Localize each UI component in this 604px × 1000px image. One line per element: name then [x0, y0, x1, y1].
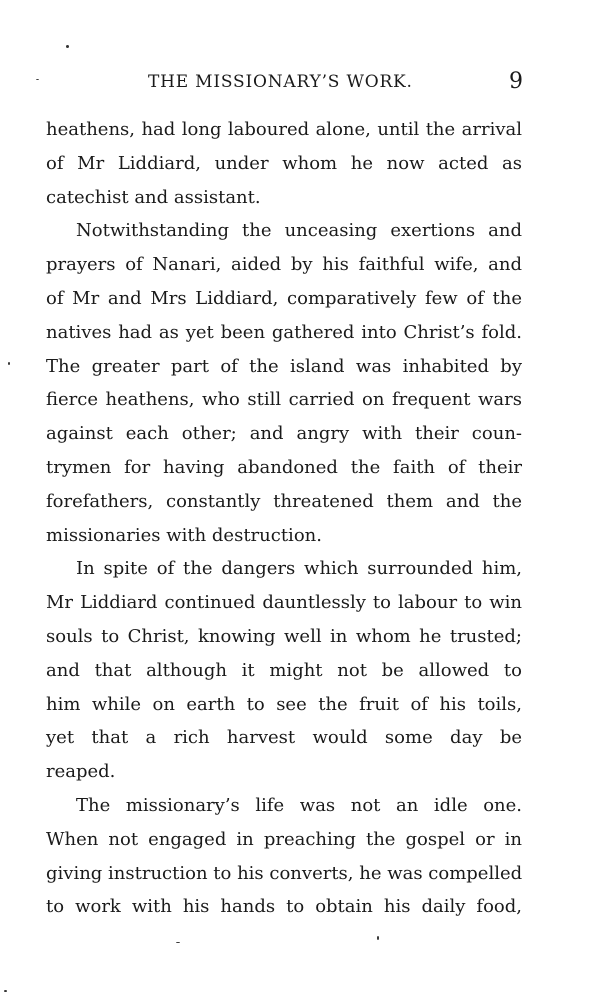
print-speck: [8, 362, 10, 365]
page-number: 9: [509, 69, 523, 94]
text-line: fierce heathens, who still carried on frequent wars: [46, 389, 522, 411]
running-title: THE MISSIONARY’S WORK.: [148, 72, 413, 92]
text-line: of Mr Liddiard, under whom he now acted as: [46, 152, 522, 174]
print-speck: [4, 990, 7, 992]
text-line: catechist and assistant.: [46, 186, 261, 208]
text-line: and that although it might not be allowed to: [46, 659, 522, 681]
text-line: yet that a rich harvest would some day be: [46, 727, 522, 749]
text-line: him while on earth to see the fruit of his toils,: [46, 693, 522, 715]
paragraph: [46, 789, 522, 924]
text-line: forefathers, constantly threatened them and the: [46, 490, 522, 512]
text-line: Notwithstanding the unceasing exertions and: [76, 220, 522, 242]
print-speck: [176, 942, 180, 943]
text-line: In spite of the dangers which surrounded him,: [76, 558, 522, 580]
text-line: missionaries with destruction.: [46, 524, 322, 546]
text-line: against each other; and angry with their coun-: [46, 423, 522, 445]
text-line: natives had as yet been gathered into Christ’s fold.: [46, 321, 522, 343]
text-line: trymen for having abandoned the faith of their: [46, 456, 522, 478]
text-line: When not engaged in preaching the gospel or in: [46, 828, 522, 850]
text-line: souls to Christ, knowing well in whom he trusted;: [46, 625, 522, 647]
text-line: Mr Liddiard continued dauntlessly to labour to win: [46, 592, 522, 614]
text-line: giving instruction to his converts, he was compelled: [46, 862, 523, 884]
text-line: reaped.: [46, 761, 116, 783]
text-line: The missionary’s life was not an idle one.: [76, 794, 522, 816]
running-header: [0, 69, 604, 102]
text-line: prayers of Nanari, aided by his faithful wife, and: [46, 254, 522, 276]
text-line: The greater part of the island was inhabited by: [46, 355, 522, 377]
paragraph: [46, 214, 522, 552]
text-line: to work with his hands to obtain his daily food,: [46, 896, 522, 918]
body-text: [46, 113, 522, 924]
text-line: heathens, had long laboured alone, until the arrival: [46, 119, 522, 140]
paragraph: [46, 552, 522, 789]
text-line: of Mr and Mrs Liddiard, comparatively few of the: [46, 287, 522, 309]
paragraph: [46, 113, 522, 214]
print-speck: [377, 936, 379, 940]
print-speck: [66, 45, 69, 48]
